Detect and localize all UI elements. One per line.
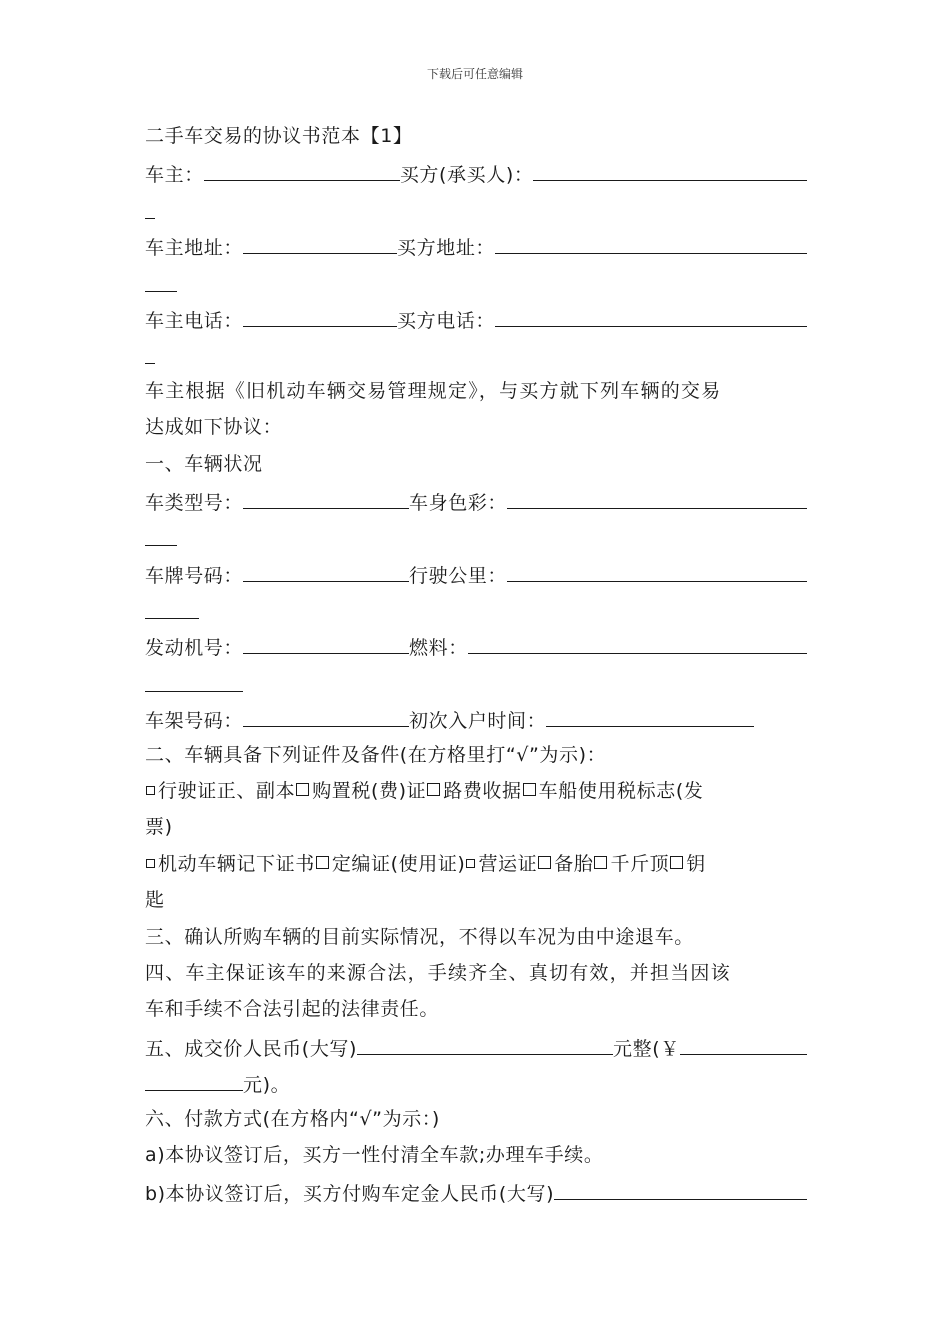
fuel-blank bbox=[468, 627, 807, 654]
section2-heading: 二、车辆具备下列证件及备件(在方格里打“√”为示)： bbox=[145, 743, 607, 766]
price-suffix: 元)。 bbox=[243, 1074, 291, 1097]
engine-label: 发动机号： bbox=[145, 637, 244, 660]
first-registration-blank bbox=[546, 700, 754, 727]
page-header: 下载后可任意编辑 bbox=[426, 67, 523, 81]
document-item: 机动车辆记下证书 bbox=[158, 852, 315, 875]
documents-row-1-cont: 票) bbox=[145, 816, 173, 839]
checkbox[interactable] bbox=[427, 783, 440, 796]
document-item: 钥 bbox=[686, 852, 706, 875]
owner-label: 车主： bbox=[145, 164, 204, 187]
price-middle: 元整(￥ bbox=[613, 1037, 680, 1060]
preamble-line-2: 达成如下协议： bbox=[145, 416, 283, 439]
price-number-blank-cont bbox=[145, 1064, 243, 1091]
checkbox[interactable] bbox=[670, 856, 683, 869]
checkbox[interactable] bbox=[466, 859, 475, 868]
document-title: 二手车交易的协议书范本【1】 bbox=[145, 125, 413, 147]
buyer-phone-blank bbox=[495, 300, 807, 327]
owner-phone-label: 车主电话： bbox=[145, 309, 244, 332]
section4-line-2: 车和手续不合法引起的法律责任。 bbox=[145, 998, 440, 1021]
documents-row-1 bbox=[145, 773, 807, 809]
document-item: 营运证 bbox=[478, 852, 538, 875]
section5-price-row bbox=[145, 1028, 807, 1064]
checkbox[interactable] bbox=[146, 786, 155, 795]
owner-phone-blank bbox=[243, 300, 397, 327]
document-item: 购置税(费)证 bbox=[312, 780, 427, 803]
buyer-blank bbox=[533, 154, 807, 181]
payment-option-b-row bbox=[145, 1173, 807, 1209]
model-blank bbox=[243, 482, 409, 509]
plate-blank bbox=[243, 555, 409, 582]
price-number-blank bbox=[680, 1028, 807, 1055]
frame-registration-row bbox=[145, 700, 807, 736]
plate-mileage-row bbox=[145, 555, 807, 591]
fuel-label: 燃料： bbox=[409, 637, 468, 660]
document-item: 备胎 bbox=[554, 852, 594, 875]
checkbox[interactable] bbox=[523, 783, 536, 796]
section3: 三、确认所购车辆的目前实际情况，不得以车况为由中途退车。 bbox=[145, 925, 694, 948]
payment-option-b: b)本协议签订后，买方付购车定金人民币(大写) bbox=[145, 1183, 555, 1206]
buyer-address-label: 买方地址： bbox=[397, 237, 496, 260]
checkbox[interactable] bbox=[538, 856, 551, 869]
owner-address-blank bbox=[243, 227, 397, 254]
engine-fuel-row bbox=[145, 627, 807, 663]
model-color-row bbox=[145, 482, 807, 518]
phone-row bbox=[145, 300, 807, 336]
blank-continuation bbox=[145, 336, 807, 372]
document-item: 路费收据 bbox=[443, 780, 522, 803]
checkbox[interactable] bbox=[296, 783, 309, 796]
owner-blank bbox=[204, 154, 400, 181]
color-blank bbox=[507, 482, 807, 509]
blank-continuation bbox=[145, 591, 807, 627]
blank-continuation bbox=[145, 518, 807, 554]
documents-row-2-cont: 匙 bbox=[145, 889, 165, 912]
owner-address-label: 车主地址： bbox=[145, 237, 244, 260]
mileage-blank bbox=[507, 555, 807, 582]
section6-heading: 六、付款方式(在方格内“√”为示：) bbox=[145, 1107, 440, 1130]
first-registration-label: 初次入户时间： bbox=[409, 710, 547, 733]
section4-line-1: 四、车主保证该车的来源合法，手续齐全、真切有效，并担当因该 bbox=[145, 961, 731, 984]
price-words-blank bbox=[357, 1028, 613, 1055]
buyer-label: 买方(承买人)： bbox=[399, 164, 534, 187]
address-row bbox=[145, 227, 807, 263]
plate-label: 车牌号码： bbox=[145, 564, 244, 587]
document-item: 行驶证正、副本 bbox=[158, 780, 296, 803]
deposit-blank bbox=[554, 1173, 807, 1200]
checkbox[interactable] bbox=[146, 859, 155, 868]
frame-label: 车架号码： bbox=[145, 710, 244, 733]
checkbox[interactable] bbox=[594, 856, 607, 869]
payment-option-a: a)本协议签订后，买方一性付清全车款;办理车手续。 bbox=[145, 1143, 604, 1166]
document-body bbox=[145, 118, 807, 1210]
color-label: 车身色彩： bbox=[409, 491, 508, 514]
blank-continuation bbox=[145, 191, 807, 227]
model-label: 车类型号： bbox=[145, 491, 244, 514]
section5-price-cont bbox=[145, 1064, 807, 1100]
buyer-phone-label: 买方电话： bbox=[397, 309, 496, 332]
mileage-label: 行驶公里： bbox=[409, 564, 508, 587]
preamble-line-1: 车主根据《旧机动车辆交易管理规定》，与买方就下列车辆的交易 bbox=[145, 379, 722, 402]
blank-continuation bbox=[145, 664, 807, 700]
buyer-address-blank bbox=[495, 227, 807, 254]
price-prefix: 五、成交价人民币(大写) bbox=[145, 1037, 358, 1060]
document-item: 定编证(使用证) bbox=[331, 852, 466, 875]
document-item: 千斤顶 bbox=[610, 852, 670, 875]
checkbox[interactable] bbox=[316, 856, 329, 869]
section1-heading: 一、车辆状况 bbox=[145, 452, 263, 475]
engine-blank bbox=[243, 627, 409, 654]
document-item: 车船使用税标志(发 bbox=[538, 780, 704, 803]
documents-row-2 bbox=[145, 846, 807, 882]
owner-buyer-row bbox=[145, 154, 807, 190]
blank-continuation bbox=[145, 264, 807, 300]
frame-blank bbox=[243, 700, 409, 727]
